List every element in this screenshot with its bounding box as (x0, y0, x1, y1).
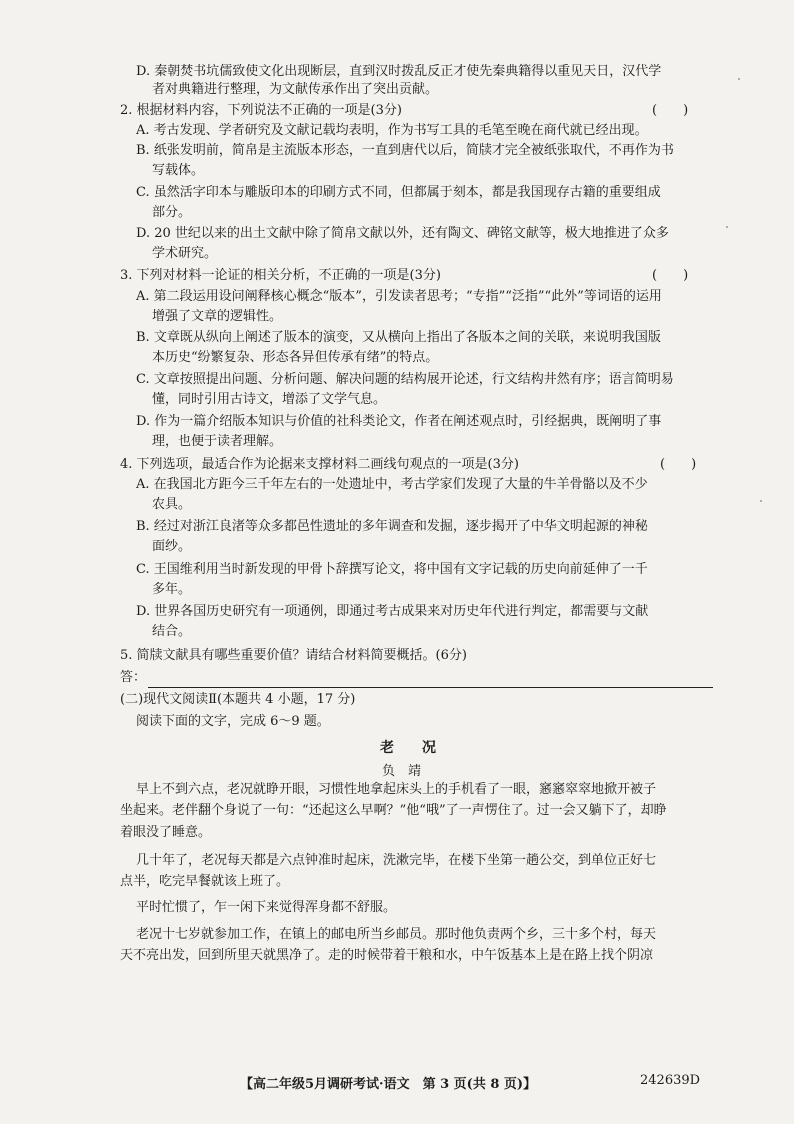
page-footer: 【高二年级5月调研考试·语文 第 3 页(共 8 页)】 (240, 1077, 537, 1092)
q3-option-d-line1: D. 作为一篇介绍版本知识与价值的社科类论文，作者在阐述观点时，引经据典，既阐明了事 (136, 414, 662, 429)
story-p4-line2: 天不亮出发，回到所里天就黑净了。走的时候带着干粮和水，中午饭基本上是在路上找个阴凉 (120, 948, 654, 963)
q2-answer-paren: ( ) (652, 103, 689, 118)
q4-option-c-line2: 多年。 (152, 582, 192, 597)
q1-option-d-line2: 者对典籍进行整理，为文献传承作出了突出贡献。 (152, 82, 439, 97)
story-title: 老 况 (380, 740, 436, 756)
q4-option-a-line1: A. 在我国北方距今三千年左右的一处遗址中，考古学家们发现了大量的牛羊骨骼以及不少 (136, 477, 648, 492)
q2-option-a: A. 考古发现、学者研究及文献记载均表明，作为书写工具的毛笔至晚在商代就已经出现。 (136, 123, 648, 138)
q2-option-c-line1: C. 虽然活字印本与雕版印本的印刷方式不同，但都属于刻本，都是我国现存古籍的重要组成 (136, 185, 661, 200)
q4-option-c-line1: C. 王国维利用当时新发现的甲骨卜辞撰写论文，将中国有文字记载的历史向前延伸了一千 (136, 562, 648, 577)
story-author: 负 靖 (382, 764, 422, 779)
q2-option-b-line2: 写载体。 (152, 163, 205, 178)
q4-option-b-line1: B. 经过对浙江良渚等众多都邑性遗址的多年调查和发掘，逐步揭开了中华文明起源的神秘 (136, 519, 648, 534)
q3-stem: 3. 下列对材料一论证的相关分析，不正确的一项是(3分) (120, 268, 441, 283)
exam-code: 242639D (640, 1073, 701, 1088)
q3-option-c-line1: C. 文章按照提出问题、分析问题、解决问题的结构展开论述，行文结构井然有序；语言简明易 (136, 372, 674, 387)
story-p1-line1: 早上不到六点，老况就睁开眼，习惯性地拿起床头上的手机看了一眼，窸窸窣窣地掀开被子 (136, 782, 657, 797)
q2-option-d-line1: D. 20 世纪以来的出土文献中除了简帛文献以外，还有陶文、碑铭文献等，极大地推进了众多 (136, 226, 669, 241)
story-p1-line3: 着眼没了睡意。 (120, 825, 212, 840)
story-p4-line1: 老况十七岁就参加工作，在镇上的邮电所当乡邮员。那时他负责两个乡，三十多个村，每天 (136, 927, 657, 942)
q4-answer-paren: ( ) (660, 457, 697, 472)
q3-option-a-line1: A. 第二段运用设问阐释核心概念“版本”，引发读者思考；“专指”“泛指”“此外”等词语的运用 (136, 289, 662, 304)
q2-stem: 2. 根据材料内容，下列说法不正确的一项是(3分) (120, 103, 402, 118)
q5-answer-line[interactable] (148, 686, 713, 688)
q4-option-d-line1: D. 世界各国历史研究有一项通例，即通过考古成果来对历史年代进行判定，都需要与文献 (136, 604, 649, 619)
q2-option-d-line2: 学术研究。 (152, 246, 218, 261)
story-p2-line2: 点半，吃完早餐就该上班了。 (120, 874, 290, 889)
q3-option-b-line1: B. 文章既从纵向上阐述了版本的演变，又从横向上指出了各版本之间的关联，来说明我国版 (136, 330, 661, 345)
q2-option-c-line2: 部分。 (152, 205, 192, 220)
q3-option-a-line2: 增强了文章的逻辑性。 (152, 309, 283, 324)
section2-heading: (二)现代文阅读Ⅱ(本题共 4 小题，17 分) (120, 692, 356, 707)
q5-stem: 5. 简牍文献具有哪些重要价值？请结合材料简要概括。(6分) (120, 648, 467, 663)
q3-option-d-line2: 理，也便于读者理解。 (152, 434, 283, 449)
section2-instruction: 阅读下面的文字，完成 6～9 题。 (136, 714, 330, 729)
q4-option-d-line2: 结合。 (152, 624, 192, 639)
story-p1-line2: 坐起来。老伴翻个身说了一句：“还起这么早啊？”他“哦”了一声愣住了。过一会又躺下了，却睁 (120, 803, 667, 818)
scan-speck (726, 226, 728, 228)
q3-option-b-line2: 本历史“纷繁复杂、形态各异但传承有绪”的特点。 (152, 350, 439, 365)
q4-option-b-line2: 面纱。 (152, 539, 192, 554)
q4-stem: 4. 下列选项，最适合作为论据来支撑材料二画线句观点的一项是(3分) (120, 457, 519, 472)
story-p3-line1: 平时忙惯了，乍一闲下来觉得浑身都不舒服。 (136, 900, 397, 915)
q3-answer-paren: ( ) (652, 268, 689, 283)
q4-option-a-line2: 农具。 (152, 497, 192, 512)
story-p2-line1: 几十年了，老况每天都是六点钟准时起床，洗漱完毕，在楼下坐第一趟公交，到单位正好七 (136, 853, 657, 868)
q2-option-b-line1: B. 纸张发明前，简帛是主流版本形态，一直到唐代以后，简牍才完全被纸张取代，不再作为书 (136, 143, 674, 158)
q1-option-d-line1: D. 秦朝焚书坑儒致使文化出现断层，直到汉时拨乱反正才使先秦典籍得以重见天日，汉代学 (136, 64, 662, 79)
q5-answer-label: 答： (120, 670, 147, 685)
scan-speck (738, 78, 740, 80)
q3-option-c-line2: 懂，同时引用古诗文，增添了文学气息。 (152, 392, 387, 407)
scan-speck (760, 500, 762, 502)
